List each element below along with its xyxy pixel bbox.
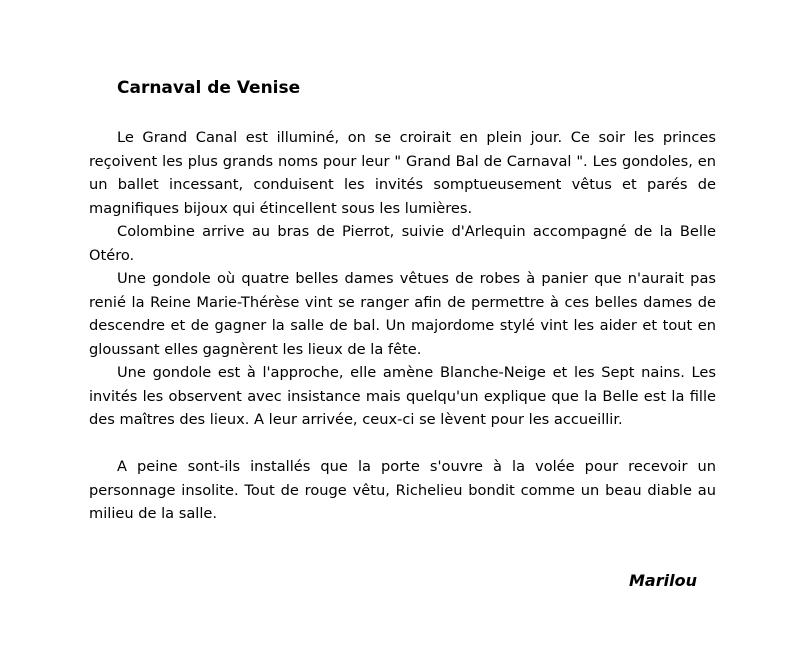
paragraph-richelieu: A peine sont-ils installés que la porte s'ouvre à la volée pour recevoir un personnage insolite. Tout de rouge vêtu, Richelieu bondit comme un beau diable au milieu de la salle. (89, 458, 716, 522)
paragraph-grand-canal: Le Grand Canal est illuminé, on se croirait en plein jour. Ce soir les princes reçoivent les plus grands noms pour leur " Grand Bal de Carnaval ". Les gondoles, en un ballet incessant, conduisent les invités somptueusement vêtus et parés de magnifiques bijoux qui étincellent sous les lumières. (89, 129, 716, 217)
document-page (89, 76, 716, 526)
paragraph-gondole-dames: Une gondole où quatre belles dames vêtues de robes à panier que n'aurait pas renié la Reine Marie-Thérèse vint se ranger afin de permettre à ces belles dames de descendre et de gagner la salle de bal. Un majordome stylé vint les aider et tout en gloussant elles gagnèrent les lieux de la fête. (89, 270, 716, 358)
document-title: Carnaval de Venise (117, 78, 301, 98)
paragraph-blanche-neige: Une gondole est à l'approche, elle amène Blanche-Neige et les Sept nains. Les invités les observent avec insistance mais quelqu'un explique que la Belle est la fille des maîtres des lieux. A leur arrivée, ceux-ci se lèvent pour les accueillir. (89, 364, 716, 428)
author-signature: Marilou (629, 571, 697, 590)
paragraph-colombine: Colombine arrive au bras de Pierrot, suivie d'Arlequin accompagné de la Belle Otéro. (89, 223, 716, 264)
document-body (89, 126, 716, 526)
